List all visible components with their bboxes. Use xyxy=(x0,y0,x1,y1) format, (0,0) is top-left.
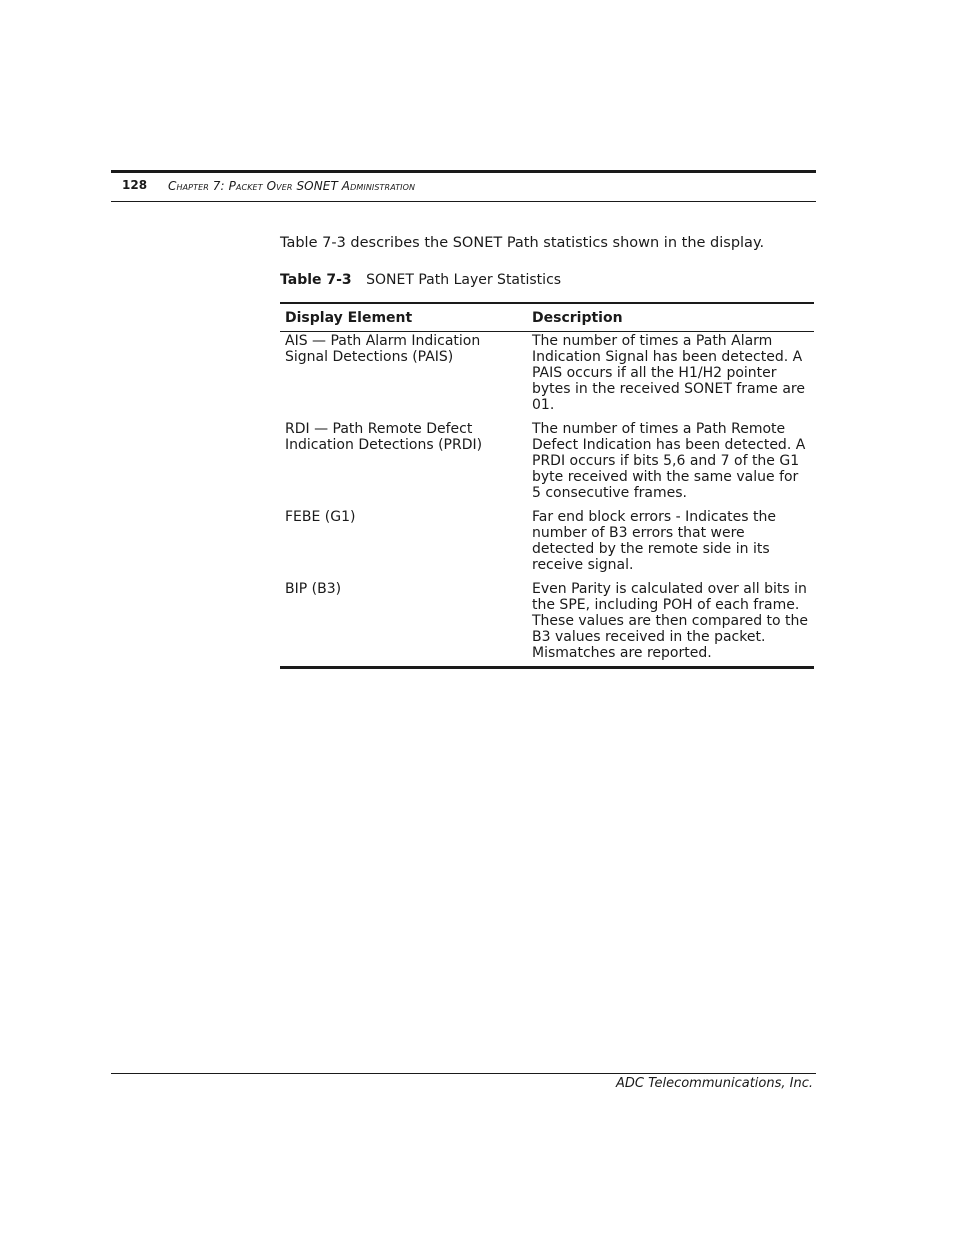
cell-description: The number of times a Path Remote Defect Indication has been detected. A PRDI occurs if bits 5,6 and 7 of the G1 byte received with the same value for 5 consecutive frames. xyxy=(532,421,806,501)
cell-description: The number of times a Path Alarm Indication Signal has been detected. A PAIS occurs if all the H1/H2 pointer bytes in the received SONET frame are 01. xyxy=(532,333,805,413)
cell-element: BIP (B3) xyxy=(285,581,342,597)
table-caption-title: SONET Path Layer Statistics xyxy=(366,272,562,288)
table-caption-number: Table 7-3 xyxy=(280,272,352,288)
cell-description: Far end block errors - Indicates the number of B3 errors that were detected by the remote side in its receive signal. xyxy=(532,509,776,573)
column-header-display-element: Display Element xyxy=(285,310,413,326)
table-row xyxy=(280,332,814,422)
running-head: Chapter 7: Packet Over SONET Administration xyxy=(168,179,416,193)
cell-element: AIS — Path Alarm Indication Signal Detections (PAIS) xyxy=(285,333,481,365)
column-header-description: Description xyxy=(532,310,623,326)
table-row xyxy=(280,421,814,509)
footer-rule xyxy=(111,1073,816,1074)
cell-element: RDI — Path Remote Defect Indication Detections (PRDI) xyxy=(285,421,483,453)
table-caption xyxy=(280,272,561,288)
intro-paragraph: Table 7-3 describes the SONET Path statistics shown in the display. xyxy=(280,235,765,251)
header-rule-bottom xyxy=(111,201,816,202)
header-rule-top xyxy=(111,170,816,173)
footer-company: ADC Telecommunications, Inc. xyxy=(616,1076,813,1091)
statistics-table xyxy=(280,302,814,669)
table-row xyxy=(280,581,814,668)
page-number: 128 xyxy=(122,178,148,192)
table-header-row xyxy=(280,303,814,332)
table-row xyxy=(280,509,814,581)
cell-element: FEBE (G1) xyxy=(285,509,356,525)
cell-description: Even Parity is calculated over all bits in the SPE, including POH of each frame. These values are then compared to the B3 values received in the packet. Mismatches are reported. xyxy=(532,581,809,661)
